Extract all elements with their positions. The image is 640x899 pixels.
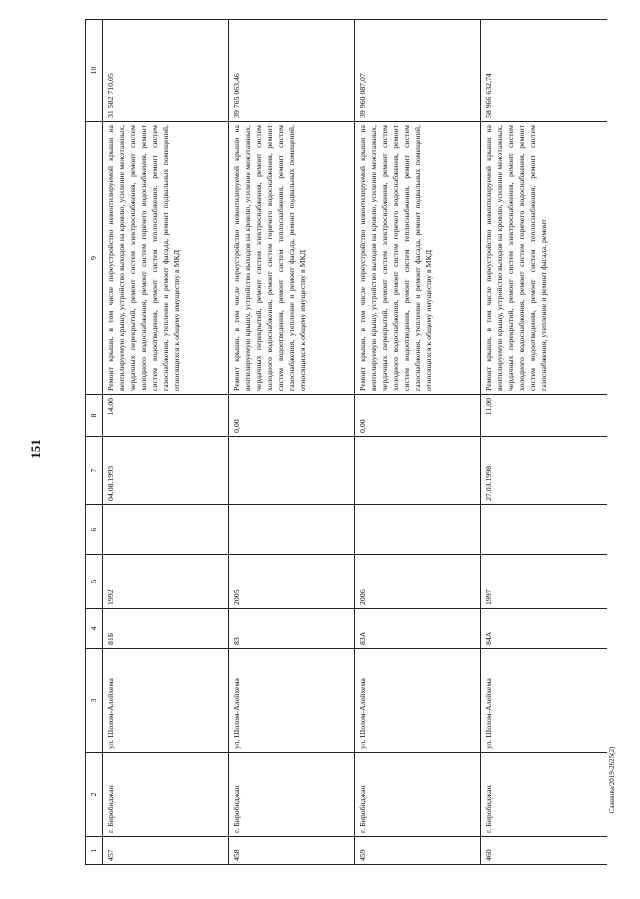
house-number-cell: 84А [481, 609, 607, 649]
document-reference-code: Сажнова/2019-2625(2) [608, 746, 616, 814]
header-cell: 2 [86, 753, 103, 837]
house-number-cell: 83 [229, 609, 355, 649]
page-number: 151 [28, 439, 43, 459]
house-number-cell: 81Б [103, 609, 229, 649]
table-row [481, 20, 607, 865]
cost-cell: 39 960 087,07 [355, 20, 481, 122]
street-cell: ул. Шолом-Алейхема [229, 649, 355, 753]
city-cell: г. Биробиджан [103, 753, 229, 837]
header-cell: 3 [86, 649, 103, 753]
year-cell: 1992 [103, 555, 229, 609]
header-cell: 10 [86, 20, 103, 122]
col8-cell: 14,00 [103, 395, 229, 437]
header-cell: 4 [86, 609, 103, 649]
header-cell: 5 [86, 555, 103, 609]
header-cell: 7 [86, 437, 103, 505]
city-cell: г. Биробиджан [355, 753, 481, 837]
col6-cell [229, 505, 355, 555]
col8-cell: 0,00 [355, 395, 481, 437]
rotated-table-container [85, 20, 605, 865]
table-header-row [86, 20, 103, 865]
header-cell: 6 [86, 505, 103, 555]
cost-cell: 31 582 710,05 [103, 20, 229, 122]
capital-repair-table [85, 19, 607, 865]
table-row [355, 20, 481, 865]
street-cell: ул. Шолом-Алейхема [103, 649, 229, 753]
works-cell: Ремонт крыши, в том числе переустройство невентилируемой крыши на вентилируемую крышу, устройство выходов на кровлю, усиление межэтажных, чердачных перекрытий, ремонт систем электроснабжения, ремонт систем холодного водоснабжения, ремонт систем горячего водоснабжения, ремонт систем водоотведения, ремонт систем теплоснабжения, ремонт систем газоснабжения, утепление и ремонт фасада, ремонт подвальных помещений, относящихся к общему имуществу в МКД [355, 122, 481, 395]
row-number: 457 [103, 837, 229, 865]
header-cell: 8 [86, 395, 103, 437]
date-cell [229, 437, 355, 505]
date-cell: 27.03.1998 [481, 437, 607, 505]
year-cell: 1997 [481, 555, 607, 609]
works-cell: Ремонт крыши, в том числе переустройство невентилируемой крыши на вентилируемую крышу, устройство выходов на кровлю, усиление межэтажных, чердачных перекрытий, ремонт систем электроснабжения, ремонт систем холодного водоснабжения, ремонт систем горячего водоснабжения, ремонт систем водоотведения, ремонт систем теплоснабжения, ремонт систем газоснабжения, утепление и ремонт фасада, ремонт подвальных помещений, относящихся к общему имуществу в МКД [229, 122, 355, 395]
table-row [229, 20, 355, 865]
col8-cell: 11,00 [481, 395, 607, 437]
date-cell: 04.08.1993 [103, 437, 229, 505]
city-cell: г. Биробиджан [481, 753, 607, 837]
row-number: 460 [481, 837, 607, 865]
cost-cell: 39 765 063,46 [229, 20, 355, 122]
house-number-cell: 83А [355, 609, 481, 649]
city-cell: г. Биробиджан [229, 753, 355, 837]
header-cell: 1 [86, 837, 103, 865]
year-cell: 2006 [355, 555, 481, 609]
row-number: 459 [355, 837, 481, 865]
year-cell: 2005 [229, 555, 355, 609]
cost-cell: 58 966 632,74 [481, 20, 607, 122]
street-cell: ул. Шолом-Алейхема [355, 649, 481, 753]
col8-cell: 0,00 [229, 395, 355, 437]
col6-cell [481, 505, 607, 555]
date-cell [355, 437, 481, 505]
works-cell: Ремонт крыши, в том числе переустройство невентилируемой крыши на вентилируемую крышу, устройство выходов на кровлю, усиление межэтажных, чердачных перекрытий, ремонт систем электроснабжения, ремонт систем холодного водоснабжения, ремонт систем горячего водоснабжения, ремонт систем водоотведения, ремонт систем теплоснабжения, ремонт систем газоснабжения, утепление и ремонт фасада, ремонт подвальных помещений, относящихся к общему имуществу в МКД [103, 122, 229, 395]
row-number: 458 [229, 837, 355, 865]
street-cell: ул. Шолом-Алейхема [481, 649, 607, 753]
col6-cell [355, 505, 481, 555]
table-row [103, 20, 229, 865]
works-cell: Ремонт крыши, в том числе переустройство невентилируемой крыши на вентилируемую крышу, устройство выходов на кровлю, усиление межэтажных, чердачных перекрытий, ремонт систем электроснабжения, ремонт систем холодного водоснабжения, ремонт систем горячего водоснабжения, ремонт систем водоотведения, ремонт систем теплоснабжения, ремонт систем газоснабжения, утепление и ремонт фасада, ремонт [481, 122, 607, 395]
col6-cell [103, 505, 229, 555]
header-cell: 9 [86, 122, 103, 395]
